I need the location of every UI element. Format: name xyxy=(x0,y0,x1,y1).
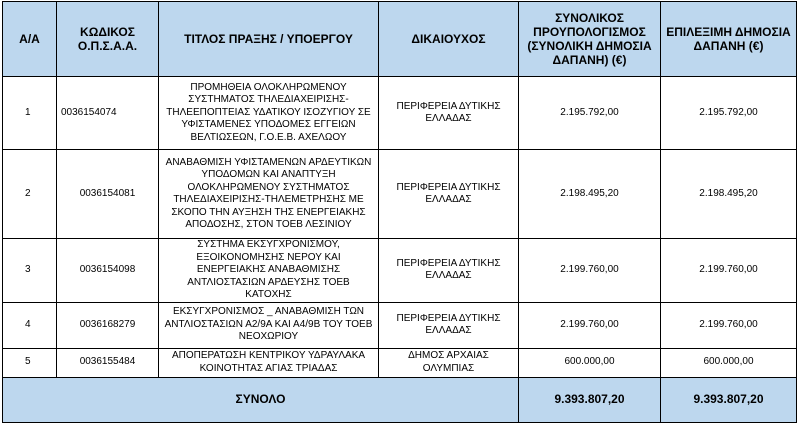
project-title: ΑΝΑΒΑΘΜΙΣΗ ΥΦΙΣΤΑΜΕΝΩΝ ΑΡΔΕΥΤΙΚΩΝ ΥΠΟΔΟΜΩΝ ΚΑΙ ΑΝΑΠΤΥΞΗ ΟΛΟΚΛΗΡΩΜΕΝΟΥ ΣΥΣΤΗΜΑΤΟΣ ΤΗΛΕΔΙΑΧΕΙΡΙΣΗΣ-ΤΗΛΕΜΕΤΡΗΣΗΣ ΜΕ ΣΚΟΠΟ ΤΗΝ ΑΥΞΗΣΗ ΤΗΣ ΕΝΕΡΓΕΙΑΚΗΣ ΑΠΟΔΟΣΗΣ, ΣΤΟΝ ΤΟΕΒ ΛΕΣΙΝΙΟΥ xyxy=(159,150,379,239)
project-code: 0036155484 xyxy=(57,348,159,377)
project-code: 0036154081 xyxy=(57,150,159,239)
eligible-expenditure: 2.199.760,00 xyxy=(661,302,797,348)
beneficiary: ΔΗΜΟΣ ΑΡΧΑΙΑΣ ΟΛΥΜΠΙΑΣ xyxy=(379,348,519,377)
total-eligible-sum: 9.393.807,20 xyxy=(661,377,797,422)
project-code: 0036154098 xyxy=(57,239,159,303)
total-budget: 2.199.760,00 xyxy=(519,239,661,303)
table-row xyxy=(3,348,797,377)
project-code: 0036154074 xyxy=(57,77,159,150)
beneficiary: ΠΕΡΙΦΕΡΕΙΑ ΔΥΤΙΚΗΣ ΕΛΛΑΔΑΣ xyxy=(379,239,519,303)
total-budget-sum: 9.393.807,20 xyxy=(519,377,661,422)
total-budget: 2.195.792,00 xyxy=(519,77,661,150)
header-eligible: ΕΠΙΛΕΞΙΜΗ ΔΗΜΟΣΙΑ ΔΑΠΑΝΗ (€) xyxy=(661,2,797,77)
beneficiary: ΠΕΡΙΦΕΡΕΙΑ ΔΥΤΙΚΗΣ ΕΛΛΑΔΑΣ xyxy=(379,77,519,150)
table-row xyxy=(3,302,797,348)
beneficiary: ΠΕΡΙΦΕΡΕΙΑ ΔΥΤΙΚΗΣ ΕΛΛΑΔΑΣ xyxy=(379,302,519,348)
header-row xyxy=(3,2,797,77)
table-row xyxy=(3,239,797,303)
total-budget: 2.198.495,20 xyxy=(519,150,661,239)
project-title: ΕΚΣΥΓΧΡΟΝΙΣΜΟΣ _ ΑΝΑΒΑΘΜΙΣΗ ΤΩΝ ΑΝΤΛΙΟΣΤΑΣΙΩΝ Α2/9Α ΚΑΙ Α4/9Β ΤΟΥ ΤΟΕΒ ΝΕΟΧΩΡΙΟΥ xyxy=(159,302,379,348)
project-title: ΑΠΟΠΕΡΑΤΩΣΗ ΚΕΝΤΡΙΚΟΥ ΥΔΡΑΥΛΑΚΑ ΚΟΙΝΟΤΗΤΑΣ ΑΓΙΑΣ ΤΡΙΑΔΑΣ xyxy=(159,348,379,377)
projects-table xyxy=(2,1,797,423)
project-code: 0036168279 xyxy=(57,302,159,348)
total-budget: 600.000,00 xyxy=(519,348,661,377)
eligible-expenditure: 2.195.792,00 xyxy=(661,77,797,150)
header-title: ΤΙΤΛΟΣ ΠΡΑΞΗΣ / ΥΠΟΕΡΓΟΥ xyxy=(159,2,379,77)
table-row xyxy=(3,150,797,239)
project-title: ΠΡΟΜΗΘΕΙΑ ΟΛΟΚΛΗΡΩΜΕΝΟΥ ΣΥΣΤΗΜΑΤΟΣ ΤΗΛΕΔΙΑΧΕΙΡΙΣΗΣ-ΤΗΛΕΕΠΟΠΤΕΙΑΣ ΥΔΑΤΙΚΟΥ ΙΣΟΖΥΓΙΟΥ ΣΕ ΥΦΙΣΤΑΜΕΝΕΣ ΥΠΟΔΟΜΕΣ ΕΓΓΕΙΩΝ ΒΕΛΤΙΩΣΕΩΝ, Γ.Ο.Ε.Β. ΑΧΕΛΩΟΥ xyxy=(159,77,379,150)
row-number: 2 xyxy=(3,150,57,239)
row-number: 1 xyxy=(3,77,57,150)
project-title: ΣΥΣΤΗΜΑ ΕΚΣΥΓΧΡΟΝΙΣΜΟΥ, ΕΞΟΙΚΟΝΟΜΗΣΗΣ ΝΕΡΟΥ ΚΑΙ ΕΝΕΡΓΕΙΑΚΗΣ ΑΝΑΒΑΘΜΙΣΗΣ ΑΝΤΛΙΟΣΤΑΣΙΩΝ ΑΡΔΕΥΣΗΣ ΤΟΕΒ ΚΑΤΟΧΗΣ xyxy=(159,239,379,303)
eligible-expenditure: 2.198.495,20 xyxy=(661,150,797,239)
total-label: ΣΥΝΟΛΟ xyxy=(3,377,519,422)
header-beneficiary: ΔΙΚΑΙΟΥΧΟΣ xyxy=(379,2,519,77)
row-number: 5 xyxy=(3,348,57,377)
header-aa: Α/Α xyxy=(3,2,57,77)
row-number: 4 xyxy=(3,302,57,348)
header-code: ΚΩΔΙΚΟΣ Ο.Π.Σ.Α.Α. xyxy=(57,2,159,77)
table-row xyxy=(3,77,797,150)
eligible-expenditure: 600.000,00 xyxy=(661,348,797,377)
total-budget: 2.199.760,00 xyxy=(519,302,661,348)
eligible-expenditure: 2.199.760,00 xyxy=(661,239,797,303)
row-number: 3 xyxy=(3,239,57,303)
total-row xyxy=(3,377,797,422)
header-total-budget: ΣΥΝΟΛΙΚΟΣ ΠΡΟΥΠΟΛΟΓΙΣΜΟΣ (ΣΥΝΟΛΙΚΗ ΔΗΜΟΣΙΑ ΔΑΠΑΝΗ) (€) xyxy=(519,2,661,77)
beneficiary: ΠΕΡΙΦΕΡΕΙΑ ΔΥΤΙΚΗΣ ΕΛΛΑΔΑΣ xyxy=(379,150,519,239)
